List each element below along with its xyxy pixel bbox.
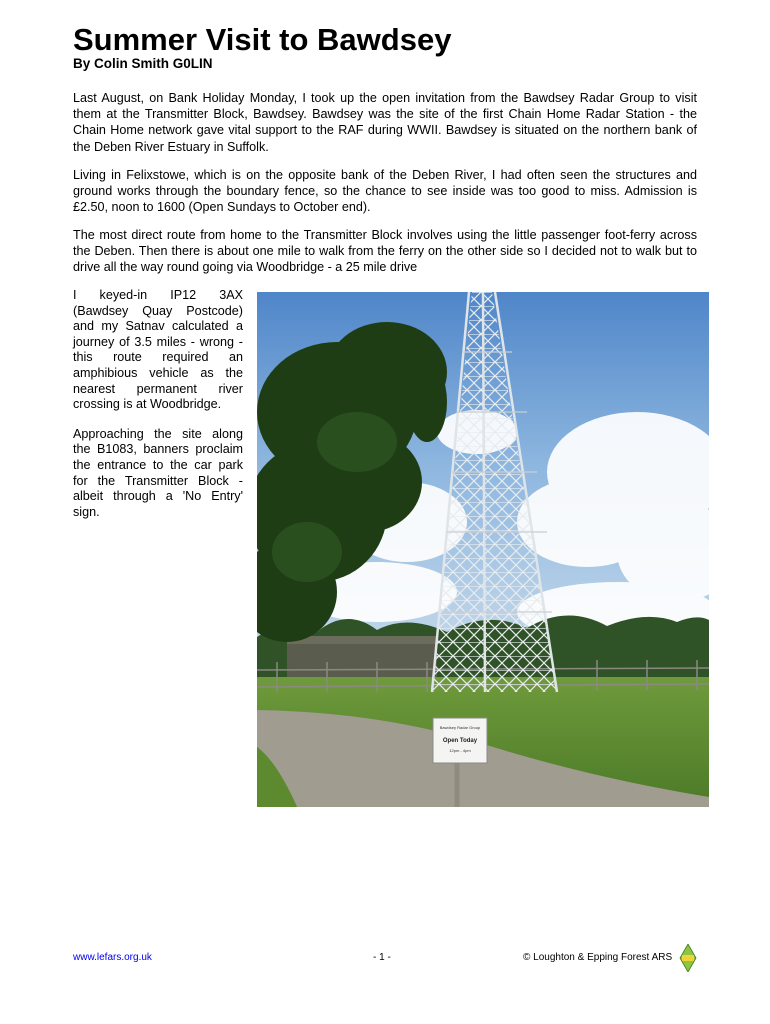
paragraph-route: The most direct route from home to the Transmitter Block involves using the little passenger foot-ferry across the Deben. Then there is about one mile to walk from the ferry on the other side so I decided not to walk but to drive all the way round going via Woodbridge - a 25 mile drive — [73, 228, 697, 275]
sign-line1: Bawdsey Radar Group — [439, 725, 481, 730]
side-column — [73, 288, 243, 534]
sign-line2: Open Today — [442, 738, 478, 744]
club-logo-icon — [679, 944, 697, 972]
footer-website-link[interactable]: www.lefars.org.uk — [73, 952, 152, 963]
transmitter-mast-photo — [257, 292, 709, 807]
article-byline: By Colin Smith G0LIN — [73, 56, 213, 71]
paragraph-felixstowe: Living in Felixstowe, which is on the opposite bank of the Deben River, I had often seen the structures and ground works through the boundary fence, so the chance to see inside was too good to miss. Admission is £2.50, noon to 1600 (Open Sundays to October end). — [73, 168, 697, 215]
paragraph-intro: Last August, on Bank Holiday Monday, I took up the open invitation from the Bawdsey Radar Group to visit them at the Transmitter Block, Bawdsey. Bawdsey was the site of the first Chain Home Radar Station - the Chain Home network gave vital support to the RAF during WWII. Bawdsey is situated on the northern bank of the Deben River Estuary in Suffolk. — [73, 91, 697, 154]
footer-page-number: - 1 - — [373, 952, 391, 963]
sign-line3: 12pm - 4pm — [449, 748, 471, 753]
article-title: Summer Visit to Bawdsey — [73, 22, 452, 57]
footer-copyright: © Loughton & Epping Forest ARS — [523, 952, 673, 963]
paragraph-satnav: I keyed-in IP12 3AX (Bawdsey Quay Postcode) and my Satnav calculated a journey of 3.5 miles - wrong - this route required an amphibious vehicle as the nearest permanent river crossing is at Woodbridge. — [73, 288, 243, 412]
paragraph-approach: Approaching the site along the B1083, banners proclaim the entrance to the car park for the Transmitter Block - albeit through a 'No Entry' sign. — [73, 426, 243, 519]
